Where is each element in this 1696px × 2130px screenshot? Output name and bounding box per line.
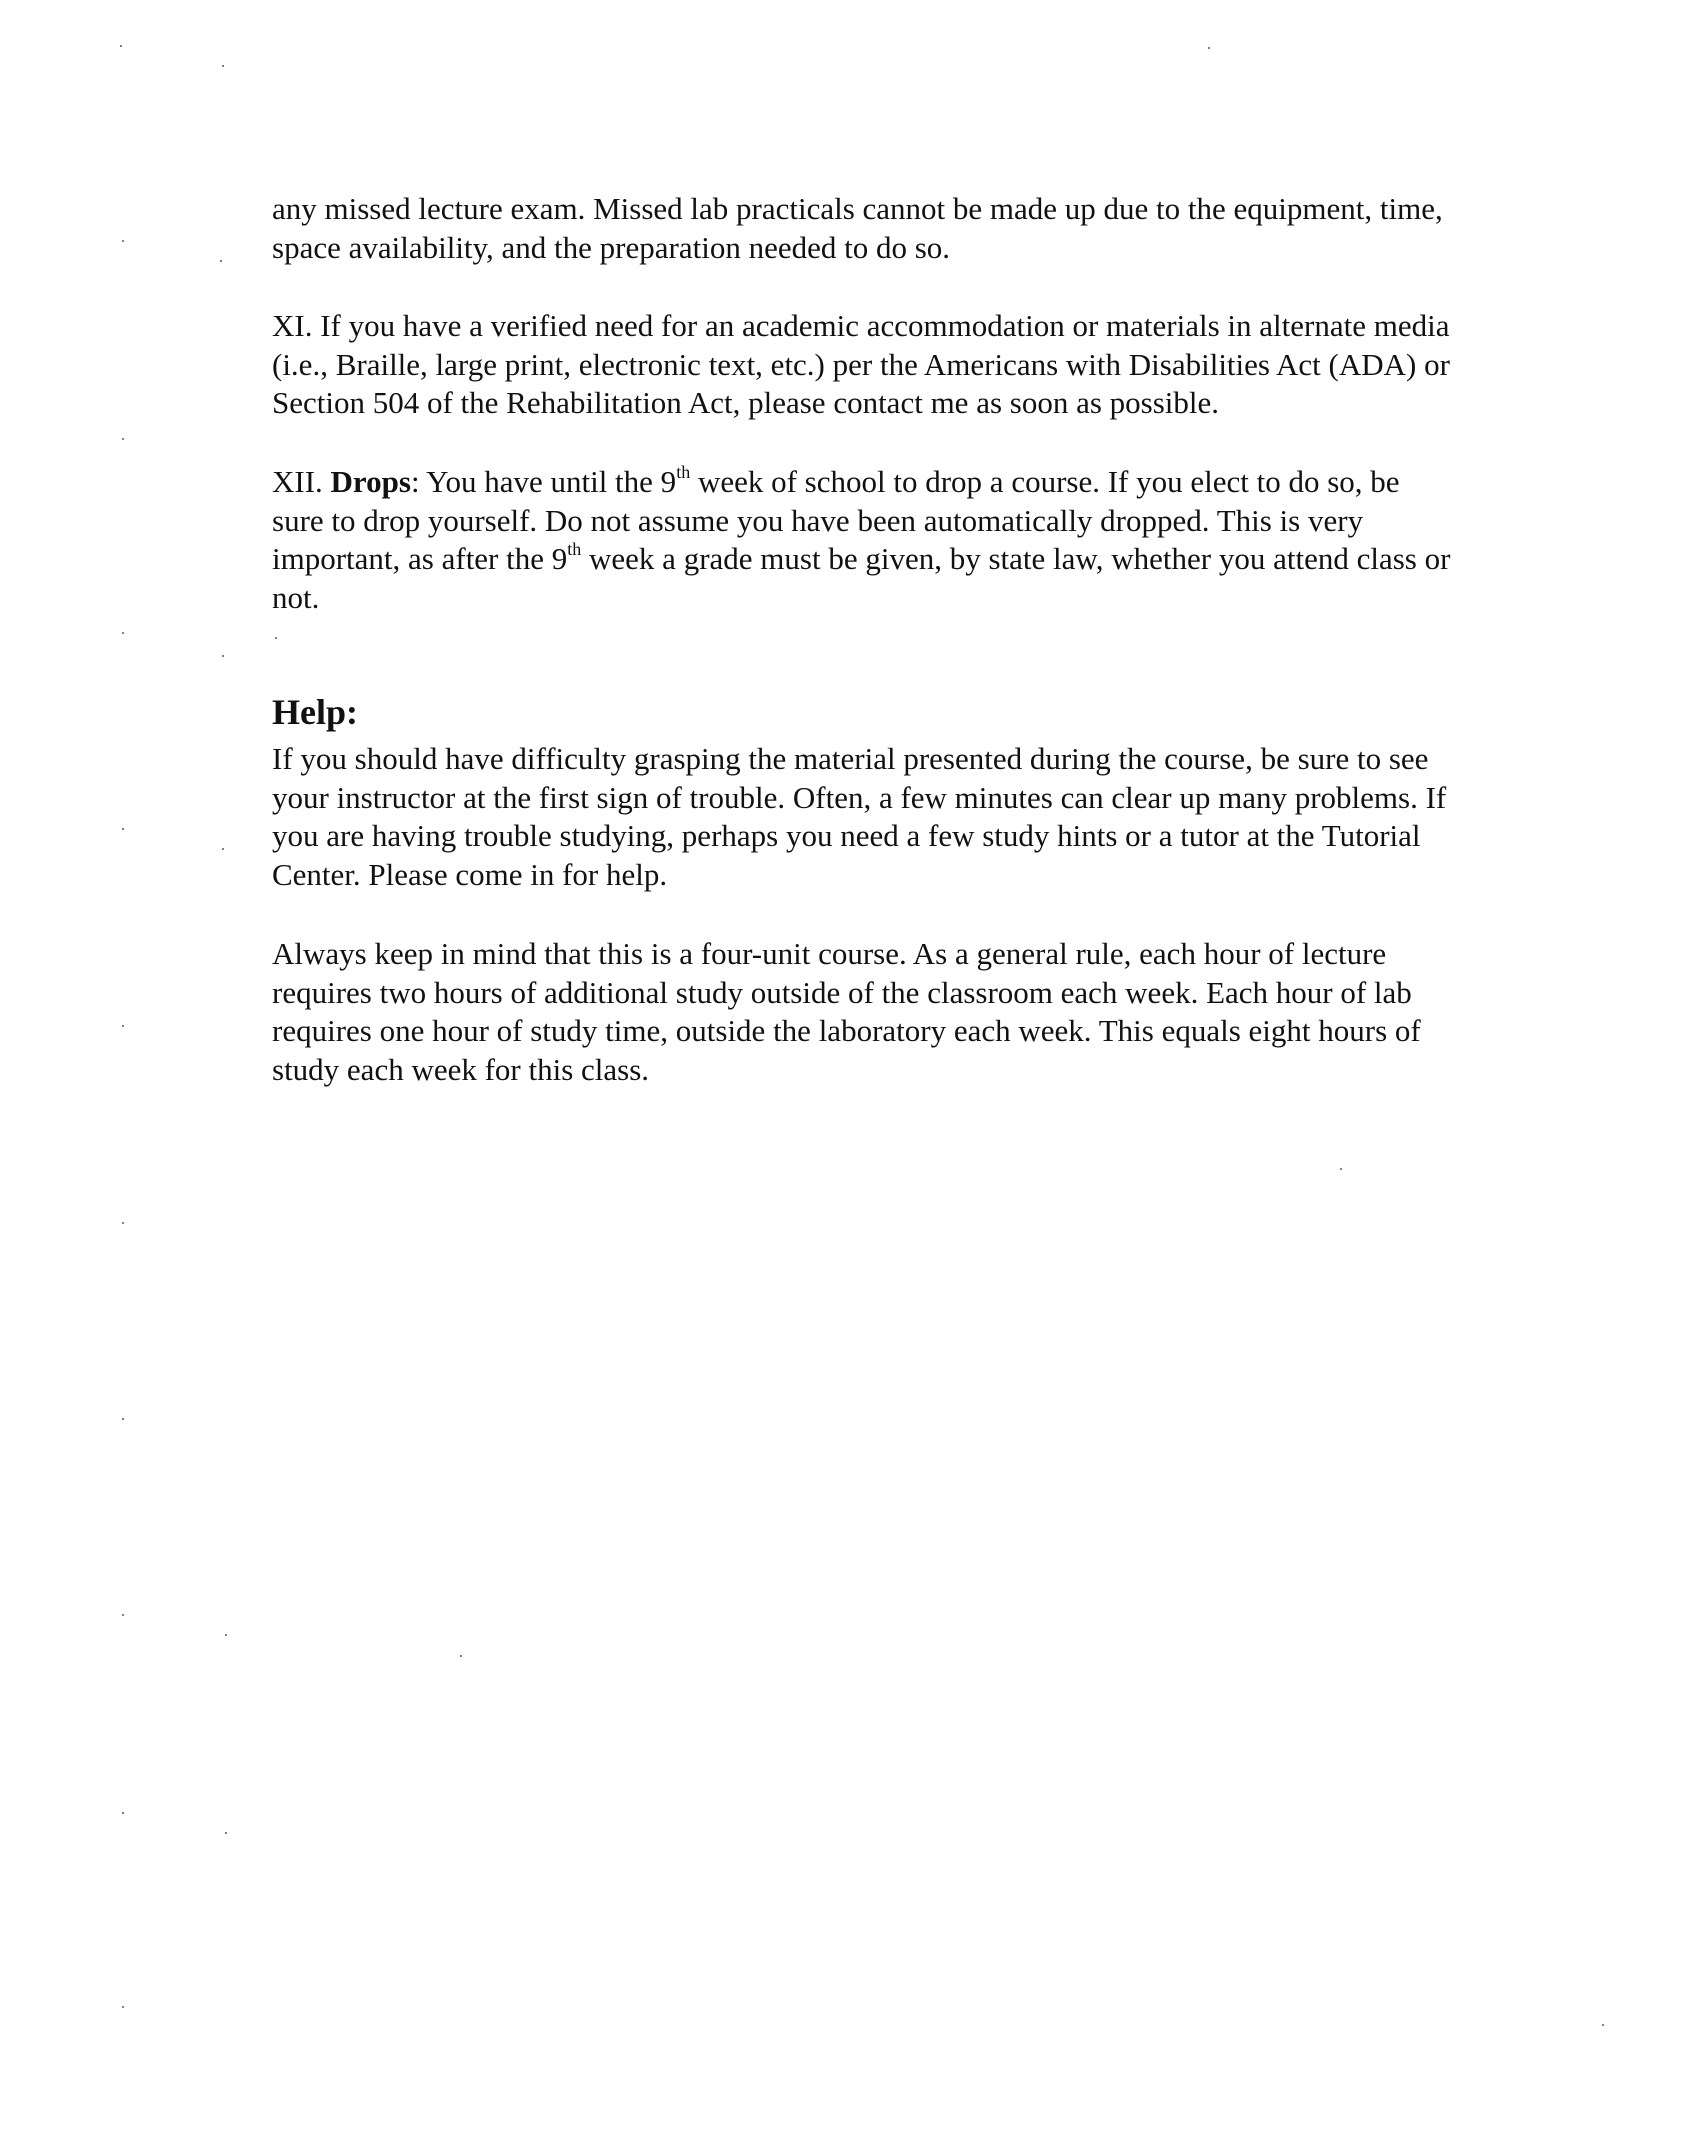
paragraph-drops [272, 463, 1592, 617]
text-line [272, 463, 1592, 502]
scan-speck [220, 260, 222, 262]
scan-speck [225, 1634, 227, 1636]
scan-speck [222, 848, 224, 850]
scan-speck [122, 632, 124, 634]
scan-speck [222, 655, 224, 657]
text-fragment: week a grade must be given, by state law, whether you attend class or [581, 541, 1451, 576]
text-line: Always keep in mind that this is a four-unit course. As a general rule, each hour of lecture [272, 936, 1387, 971]
text-fragment: important, as after the 9 [272, 541, 568, 576]
scan-speck [222, 65, 224, 67]
scan-speck [460, 1655, 462, 1657]
superscript: th [567, 538, 582, 559]
text-line: Center. Please come in for help. [272, 856, 668, 892]
scan-speck [122, 240, 124, 242]
paragraph-study-time [272, 935, 1592, 1089]
text-line: requires one hour of study time, outside the laboratory each week. This equals eight hours of [272, 1013, 1421, 1048]
text-line: requires two hours of additional study outside of the classroom each week. Each hour of lab [272, 974, 1412, 1010]
scan-speck [122, 1614, 124, 1616]
text-line: XI. If you have a verified need for an academic accommodation or materials in alternate media [272, 308, 1450, 343]
help-heading: Help: [272, 692, 358, 732]
text-fragment: : You have until the 9 [410, 464, 677, 499]
text-line: (i.e., Braille, large print, electronic text, etc.) per the Americans with Disabilities Act (ADA) or [272, 346, 1450, 382]
scan-speck [122, 1418, 124, 1420]
scan-speck [122, 828, 124, 830]
paragraph-missed-exams [272, 190, 1592, 267]
scan-speck [122, 1025, 124, 1027]
scan-speck [122, 1812, 124, 1814]
text-line: not. [272, 579, 320, 615]
scan-speck [1602, 2024, 1604, 2026]
text-line: your instructor at the first sign of trouble. Often, a few minutes can clear up many problems. If [272, 779, 1447, 815]
text-fragment: week of school to drop a course. If you elect to do so, be [690, 464, 1400, 499]
text-line: Section 504 of the Rehabilitation Act, please contact me as soon as possible. [272, 385, 1220, 420]
paragraph-accommodation [272, 307, 1592, 423]
scan-speck [120, 45, 122, 47]
scan-speck [122, 2006, 124, 2008]
scan-speck [122, 438, 124, 440]
text-line: space availability, and the preparation needed to do so. [272, 229, 951, 265]
drops-label: Drops [330, 464, 411, 499]
superscript: th [676, 461, 691, 482]
scan-speck [122, 1222, 124, 1224]
text-line: you are having trouble studying, perhaps you need a few study hints or a tutor at the Tutorial [272, 818, 1421, 853]
scan-speck [275, 637, 277, 639]
section-numeral: XII. [272, 464, 323, 499]
scan-speck [225, 1832, 227, 1834]
text-line: study each week for this class. [272, 1051, 650, 1087]
text-line: any missed lecture exam. Missed lab practicals cannot be made up due to the equipment, time, [272, 191, 1443, 226]
text-line: sure to drop yourself. Do not assume you have been automatically dropped. This is very [272, 502, 1364, 538]
paragraph-help [272, 740, 1592, 894]
scan-speck [1208, 47, 1210, 49]
text-line: If you should have difficulty grasping the material presented during the course, be sure to see [272, 741, 1429, 776]
text-line [272, 540, 1592, 579]
scan-speck [1340, 1168, 1342, 1170]
